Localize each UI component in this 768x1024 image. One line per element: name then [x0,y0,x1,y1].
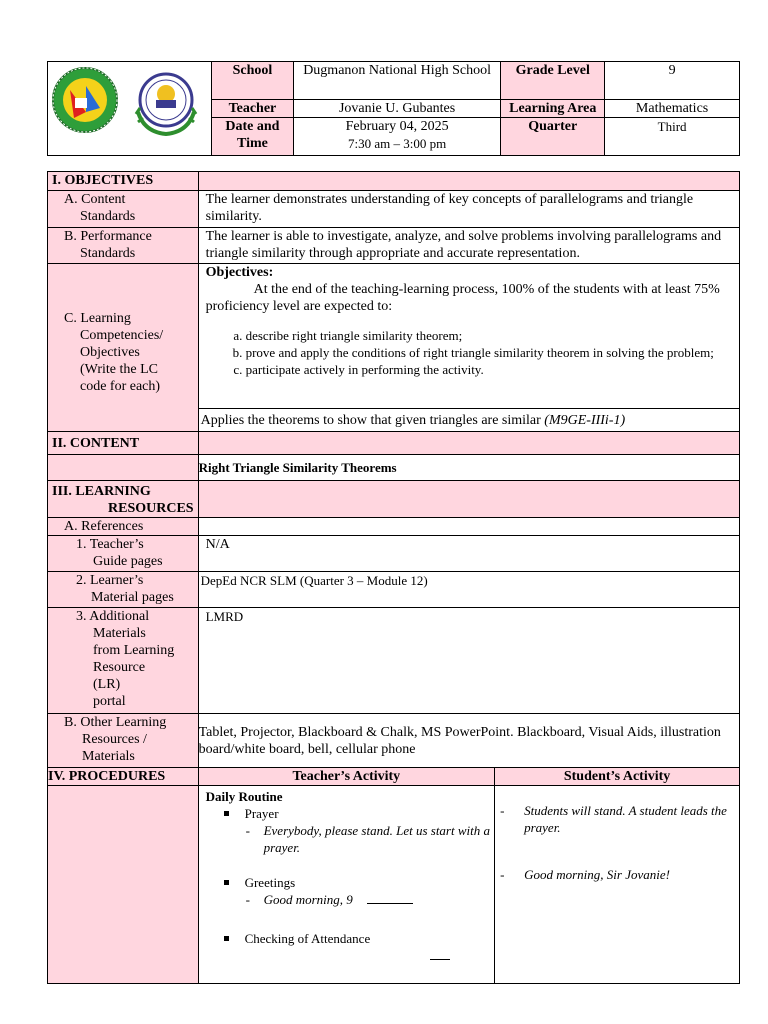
content-heading-fill [198,432,739,455]
learners-material-value: DepEd NCR SLM (Quarter 3 – Module 12) [198,572,739,608]
student-prayer: Students will stand. A student leads the prayer. [524,803,727,835]
label-line: B. Performance [64,229,152,244]
lesson-plan-table [47,171,740,984]
references-value [198,518,739,536]
other-resources-label [48,714,199,768]
header-table [47,61,740,156]
objectives-cell [198,264,739,409]
blank-line [367,891,413,904]
list-item: b. prove and apply the conditions of right triangle similarity theorem in solving the problem; [246,344,735,361]
lc-code: (M9GE-IIIi-1) [544,412,626,428]
list-item: c. participate actively in performing the activity. [246,361,735,378]
teacher-value: Jovanie U. Gubantes [293,99,500,118]
blank-line-row [206,947,491,964]
label-line: code for each) [80,379,161,394]
grade-label: Grade Level [501,62,605,100]
label-line: Standards [80,246,136,261]
date-text: February 04, 2025 [345,119,449,135]
content-standards-text: The learner demonstrates understanding of key concepts of parallelograms and triangle similarity. [198,191,739,228]
objectives-list [206,327,735,378]
teachers-guide-value: N/A [198,536,739,572]
date-value [293,118,500,156]
lc-code-text: Applies the theorems to show that given triangles are similar [200,412,541,428]
learning-competencies-label [48,264,199,432]
label-line: 3. Additional [76,609,150,624]
other-resources-value: Tablet, Projector, Blackboard & Chalk, MS PowerPoint. Blackboard, Visual Aids, illustration board/white board, bell, cellular phone [198,714,739,768]
additional-materials-value: LMRD [198,608,739,714]
label-line: Resources / [82,732,147,747]
area-value: Mathematics [605,99,740,118]
performance-standards-text: The learner is able to investigate, analyze, and solve problems involving parallelograms and triangle similarity through appropriate and accurate representation. [198,228,739,264]
school-logos [48,62,210,150]
teacher-activity-cell [198,786,495,984]
additional-materials-label [48,608,199,714]
lc-code-cell [198,409,739,432]
school-value: Dugmanon National High School [293,62,500,100]
label-line: portal [93,694,126,709]
prayer-line: Everybody, please stand. Let us start with a prayer. [263,823,490,855]
list-item: a. describe right triangle similarity theorem; [246,327,735,344]
label-line: (LR) [93,677,121,692]
teachers-guide-label [48,536,199,572]
content-topic: Right Triangle Similarity Theorems [198,455,739,481]
student-greet: Good morning, Sir Jovanie! [524,867,670,882]
deped-seal-icon [136,74,196,134]
procedures-label-fill [48,786,199,984]
label-line: Material pages [91,590,174,605]
student-activity-heading: Student’s Activity [495,768,740,786]
school-seal-icon [53,68,117,132]
bullet-icon [224,811,229,816]
label-line: Resource [93,660,146,675]
teacher-activity-heading: Teacher’s Activity [198,768,495,786]
list-item: - Good morning, Sir Jovanie! [500,867,670,882]
label-line: Objectives [80,345,140,360]
label-line: 2. Learner’s [76,573,144,588]
label-line: Standards [80,209,136,224]
list-item: - Everybody, please stand. Let us start with a prayer. [245,823,490,855]
teacher-label: Teacher [211,99,293,118]
prayer-label: Prayer [244,806,279,821]
resources-heading [48,481,199,518]
label-line: Materials [82,749,135,764]
objectives-heading: I. OBJECTIVES [48,172,199,191]
logos-cell [48,62,212,156]
label-line: III. LEARNING [52,484,151,499]
quarter-label: Quarter [501,118,605,156]
label-line: 1. Teacher’s [76,537,144,552]
date-label: Date and Time [211,118,293,156]
list-item [224,805,491,822]
label-line: RESOURCES [108,501,194,516]
blank-line [430,947,450,960]
label-line: from Learning [93,643,175,658]
bullet-icon [224,936,229,941]
learners-material-label [48,572,199,608]
label-line: A. Content [64,192,126,207]
label-line: Materials [93,626,146,641]
student-activity-cell [495,786,740,984]
objectives-heading-fill [198,172,739,191]
list-item [224,874,491,891]
label-line: B. Other Learning [64,715,167,730]
time-text: 7:30 am – 3:00 pm [347,136,447,152]
objectives-intro: At the end of the teaching-learning process, 100% of the students with at least 75% proficiency level are expected to: [205,282,720,314]
greet-line: Good morning, 9 [263,892,353,907]
area-label: Learning Area [501,99,605,118]
routine-title: Daily Routine [205,789,283,804]
bullet-icon [224,880,229,885]
grade-value: 9 [605,62,740,100]
list-item [224,930,491,947]
performance-standards-label [48,228,199,264]
content-heading: II. CONTENT [48,432,199,455]
attendance-label: Checking of Attendance [244,931,371,946]
content-standards-label [48,191,199,228]
label-line: Competencies/ [80,328,164,343]
school-label: School [211,62,293,100]
quarter-value: Third [605,118,740,156]
label-line: (Write the LC [80,362,158,377]
label-line: C. Learning [64,311,131,326]
greetings-label: Greetings [244,875,296,890]
list-item: - Students will stand. A student leads the prayer. [500,802,735,836]
list-item: - Good morning, 9 [246,891,491,908]
label-line: Guide pages [93,554,163,569]
objectives-title: Objectives: [205,265,274,280]
references-label: A. References [48,518,199,536]
resources-heading-fill [198,481,739,518]
procedures-heading: IV. PROCEDURES [48,768,199,786]
content-topic-label-fill [48,455,199,481]
